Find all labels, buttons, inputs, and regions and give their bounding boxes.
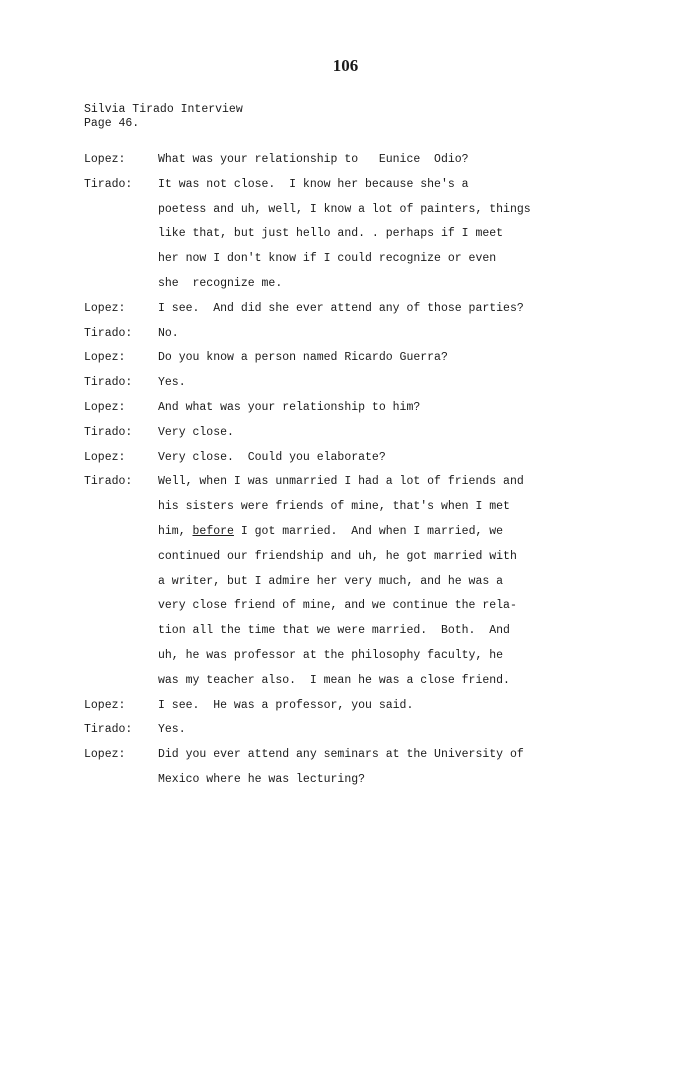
speech-line: a writer, but I admire her very much, and he was a (158, 574, 504, 588)
speaker-label: Lopez: (84, 748, 126, 762)
speech-text (158, 148, 568, 173)
speech-line: I see. He was a professor, you said. (158, 698, 414, 712)
speech-line: was my teacher also. I mean he was a close friend. (158, 673, 510, 687)
speech-line: Did you ever attend any seminars at the University of (158, 748, 524, 762)
speaker-label: Tirado: (84, 376, 133, 390)
speaker-label: Tirado: (84, 723, 133, 737)
transcript-entry (84, 421, 584, 446)
speech-text (158, 173, 568, 297)
speech-line: Yes. (158, 723, 186, 737)
speech-text (158, 718, 568, 743)
transcript-entry (84, 743, 584, 793)
speech-line: I see. And did she ever attend any of those parties? (158, 301, 524, 315)
speech-text (158, 322, 568, 347)
document-header (84, 103, 243, 131)
speech-line: his sisters were friends of mine, that's when I met (158, 500, 510, 514)
transcript (84, 148, 584, 793)
speech-line: And what was your relationship to him? (158, 400, 421, 414)
speech-line: No. (158, 326, 179, 340)
speaker-label: Lopez: (84, 450, 126, 464)
speaker-label: Lopez: (84, 698, 126, 712)
speech-text (158, 371, 568, 396)
speech-line: very close friend of mine, and we continue the rela- (158, 599, 517, 613)
speaker-label: Tirado: (84, 177, 133, 191)
speech-line: Yes. (158, 376, 186, 390)
speech-line: Very close. (158, 425, 234, 439)
transcript-entry (84, 470, 584, 693)
speech-line: uh, he was professor at the philosophy faculty, he (158, 648, 504, 662)
speaker-label: Tirado: (84, 425, 133, 439)
speech-line: Mexico where he was lecturing? (158, 772, 366, 786)
speech-line: poetess and uh, well, I know a lot of painters, things (158, 202, 531, 216)
speech-text (158, 743, 568, 793)
transcript-entry (84, 694, 584, 719)
transcript-entry (84, 148, 584, 173)
document-title: Silvia Tirado Interview (84, 103, 243, 116)
transcript-entry (84, 297, 584, 322)
speech-line: she recognize me. (158, 276, 283, 290)
header-page-label: Page 46. (84, 117, 140, 130)
speaker-label: Tirado: (84, 475, 133, 489)
speech-text (158, 421, 568, 446)
speech-line: continued our friendship and uh, he got married with (158, 549, 517, 563)
speech-line: him, before I got married. And when I married, we (158, 524, 504, 538)
speech-text (158, 396, 568, 421)
speech-line: Do you know a person named Ricardo Guerra? (158, 351, 448, 365)
speech-line: like that, but just hello and. . perhaps if I meet (158, 227, 504, 241)
speaker-label: Lopez: (84, 351, 126, 365)
speech-line: Well, when I was unmarried I had a lot of friends and (158, 475, 524, 489)
transcript-entry (84, 446, 584, 471)
transcript-entry (84, 322, 584, 347)
speech-line: tion all the time that we were married. Both. And (158, 624, 510, 638)
transcript-entry (84, 371, 584, 396)
speech-line: What was your relationship to Eunice Odio? (158, 153, 469, 166)
speaker-label: Lopez: (84, 153, 126, 166)
speaker-label: Lopez: (84, 400, 126, 414)
transcript-entry (84, 346, 584, 371)
speech-text (158, 297, 568, 322)
transcript-entry (84, 718, 584, 743)
transcript-entry (84, 396, 584, 421)
speech-line: It was not close. I know her because she's a (158, 177, 469, 191)
speech-text (158, 446, 568, 471)
speech-text (158, 470, 568, 693)
speech-line: her now I don't know if I could recognize or even (158, 252, 497, 266)
speaker-label: Tirado: (84, 326, 133, 340)
transcript-entry (84, 173, 584, 297)
speaker-label: Lopez: (84, 301, 126, 315)
speech-text (158, 346, 568, 371)
speech-text (158, 694, 568, 719)
speech-line: Very close. Could you elaborate? (158, 450, 386, 464)
page-number: 106 (332, 56, 359, 75)
